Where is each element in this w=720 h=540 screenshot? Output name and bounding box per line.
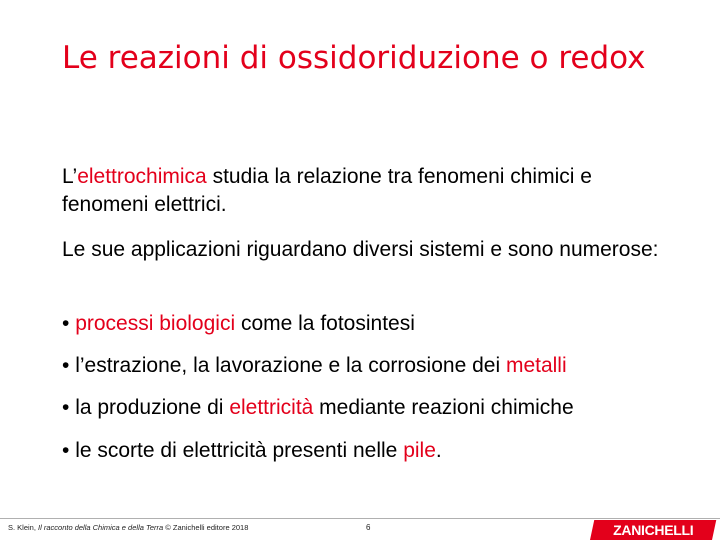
bullet-marker: • bbox=[62, 439, 70, 462]
bullet-text-after: come la fotosintesi bbox=[235, 312, 415, 335]
footer-credit bbox=[8, 523, 248, 533]
page-number: 6 bbox=[366, 523, 371, 532]
intro-paragraph bbox=[62, 163, 682, 219]
bullet-highlight: processi biologici bbox=[75, 312, 236, 335]
bullet-item bbox=[62, 310, 702, 338]
intro-prefix: L’ bbox=[62, 165, 78, 188]
bullet-item bbox=[62, 394, 702, 422]
intro-highlight: elettrochimica bbox=[77, 165, 207, 188]
intro-suffix: studia la relazione tra fenomeni chimici e fenomeni elettrici. bbox=[62, 165, 592, 216]
applications-paragraph: Le sue applicazioni riguardano diversi sistemi e sono numerose: bbox=[62, 238, 659, 261]
zanichelli-logo bbox=[590, 520, 716, 540]
footer-author: S. Klein, bbox=[8, 523, 39, 532]
bullet-marker: • bbox=[62, 312, 70, 335]
bullet-text-before: l’estrazione, la lavorazione e la corrosione dei bbox=[75, 354, 506, 377]
bullet-marker: • bbox=[62, 354, 70, 377]
bullet-marker: • bbox=[62, 396, 70, 419]
bullet-text-after: mediante reazioni chimiche bbox=[313, 396, 574, 419]
slide-title: Le reazioni di ossidoriduzione o redox bbox=[62, 40, 646, 76]
bullet-item bbox=[62, 352, 702, 380]
bullet-highlight: elettricità bbox=[229, 396, 314, 419]
footer-book-title: Il racconto della Chimica e della Terra bbox=[38, 523, 164, 532]
footer-divider bbox=[0, 518, 720, 519]
footer-publisher: © Zanichelli editore 2018 bbox=[163, 523, 249, 532]
bullet-highlight: metalli bbox=[505, 354, 567, 377]
bullet-item bbox=[62, 437, 702, 465]
bullet-text-before: le scorte di elettricità presenti nelle bbox=[75, 439, 404, 462]
bullet-text-before: la produzione di bbox=[75, 396, 230, 419]
bullet-highlight: pile bbox=[403, 439, 436, 462]
logo-text: ZANICHELLI bbox=[613, 522, 694, 538]
bullet-text-after: . bbox=[435, 439, 442, 462]
